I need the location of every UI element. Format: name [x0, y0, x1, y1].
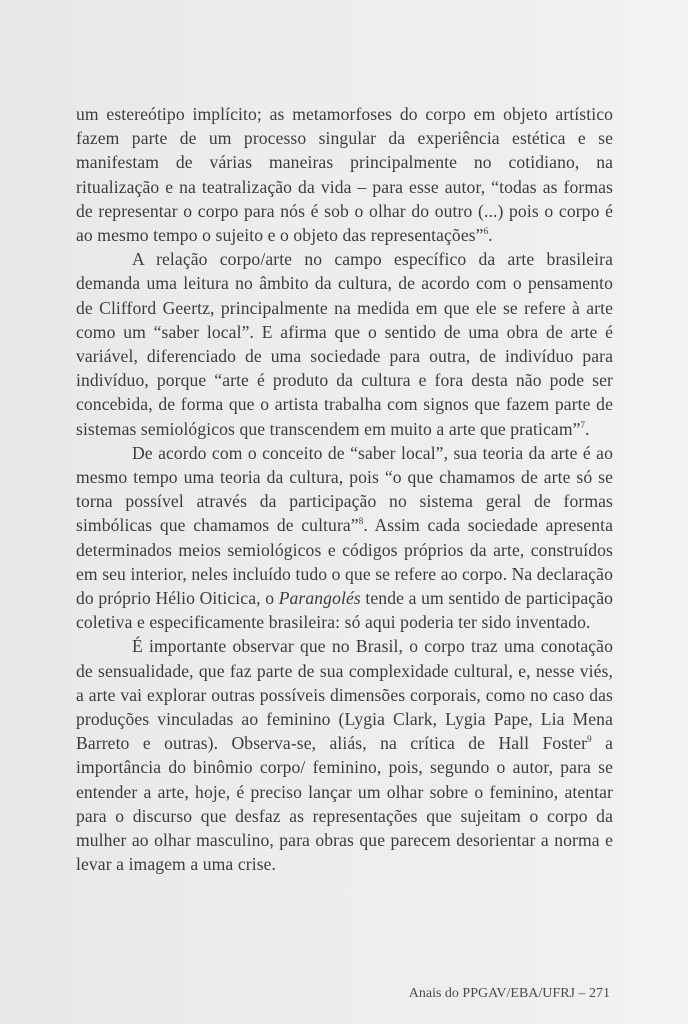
paragraph-3: De acordo com o conceito de “saber local”, sua teoria da arte é ao mesmo tempo uma teoria da cultura, pois “o que chamamos de arte só se torna possível através da participação no sistema geral de formas simbólicas que chamamos de cultura”$^8$. Assim cada sociedade apresenta determinados meios semiológicos e códigos próprios da arte, construídos em seu interior, neles incluído tudo o que se refere ao corpo. Na declaração do próprio Hélio Oiticica, o Parangolés tende a um sentido de participação coletiva e especificamente brasileira: só aqui poderia ter sido inventado.	[76, 442, 614, 633]
footnote-ref-9: 9	[587, 734, 592, 745]
footnote-ref-6: 6	[483, 226, 489, 237]
footnote-ref-8: 8	[358, 516, 364, 527]
running-footer	[409, 986, 610, 1002]
paragraph-1: um estereótipo implícito; as metamorfoses do corpo em objeto artístico fazem parte de um processo singular da experiência estética e se manifestam de várias maneiras principalmente no cotidiano, na ritualização e na teatralização da vida – para esse autor, “todas as formas de representar o corpo para nós é sob o olhar do outro (...) pois o corpo é ao mesmo tempo o sujeito e o objeto das representações”$^6$.	[76, 104, 613, 246]
page-number: 271	[589, 986, 610, 1001]
paragraph-2: A relação corpo/arte no campo específico da arte brasileira demanda uma leitura no âmbito da cultura, de acordo com o pensamento de Clifford Geertz, principalmente na medida em que ele se refere à arte como um “saber local”. E afirma que o sentido de uma obra de arte é variável, diferenciado de uma sociedade para outra, de indivíduo para indivíduo, porque “arte é produto da cultura e fora desta não pode ser concebida, de forma que o artista trabalha com signos que fazem parte de sistemas semiológicos que transcendem em muito a arte que praticam”$^7$.	[76, 249, 613, 439]
italic-title-parangoles: Parangolés	[278, 588, 361, 609]
footnote-ref-7: 7	[580, 419, 586, 430]
publication-name: Anais do PPGAV/EBA/UFRJ	[408, 986, 575, 1001]
paragraph-4: É importante observar que no Brasil, o corpo traz uma conotação de sensualidade, que faz parte de sua complexidade cultural, e, nesse viés, a arte vai explorar outras possíveis dimensões corporais, como no caso das produções vinculadas ao feminino (Lygia Clark, Lygia Pape, Lia Mena Barreto e outras). Observa-se, aliás, na crítica de Hall Foster$^9$ a importância do binômio corpo/ feminino, pois, segundo o autor, para se entender a arte, hoje, é preciso lançar um olhar sobre o feminino, atentar para o discurso que desfaz as representações que sujeitam o corpo da mulher ao olhar masculino, para obras que parecem desorientar a norma e levar a imagem a uma crise.	[76, 636, 613, 875]
footer-separator: –	[578, 986, 586, 1001]
body-text	[76, 102, 613, 877]
